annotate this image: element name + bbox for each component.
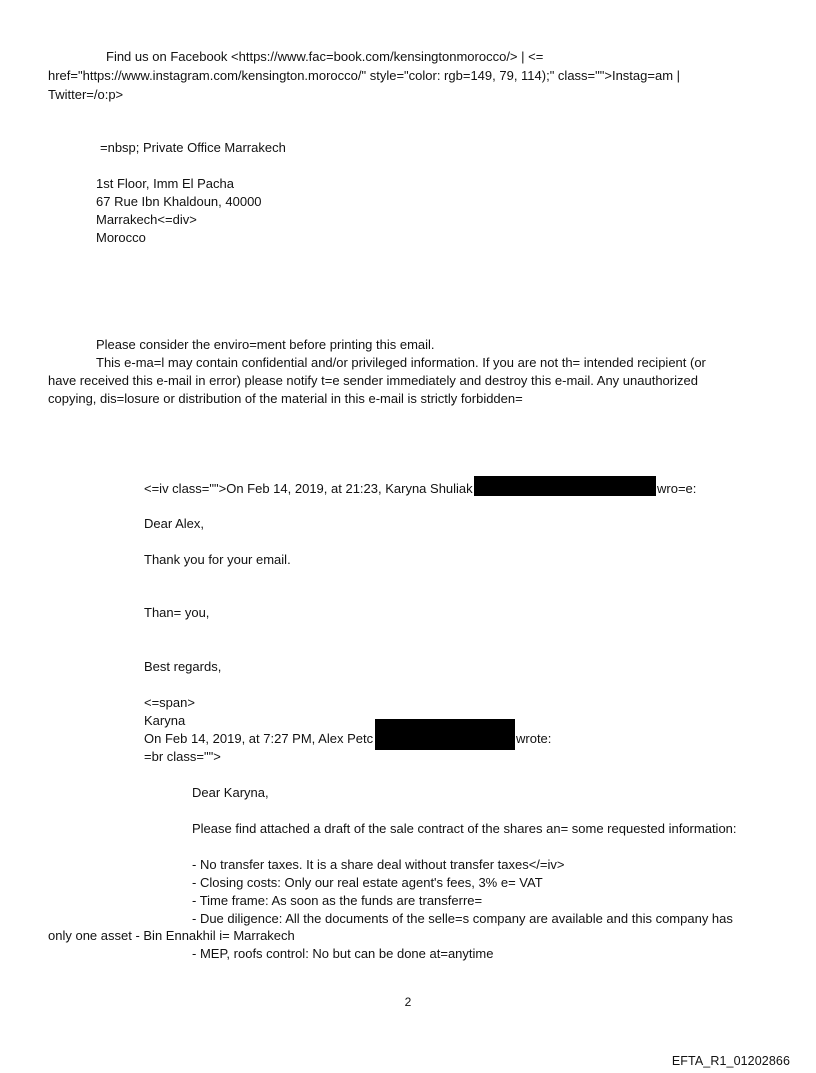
social-links-line-3: Twitter=/o:p> <box>48 87 124 102</box>
office-title: =nbsp; Private Office Marrakech <box>100 140 286 155</box>
bates-number: EFTA_R1_01202866 <box>671 1054 790 1068</box>
disclaimer-line-1: This e-ma=l may contain confidential and/or privileged information. If you are not th= intended recipient (or <box>96 355 706 370</box>
reply-closing: Best regards, <box>144 659 222 674</box>
disclaimer-line-3: copying, dis=losure or distribution of the material in this e-mail is strictly forbidden= <box>48 391 523 406</box>
social-links-line-1: Find us on Facebook <https://www.fac=book.com/kensingtonmorocco/> | <= <box>106 49 544 64</box>
reply-span-tag: <=span> <box>144 695 195 710</box>
quoted-bullet-1: - No transfer taxes. It is a share deal without transfer taxes</=iv> <box>192 857 565 872</box>
environment-note: Please consider the enviro=ment before printing this email. <box>96 337 435 352</box>
reply-header-suffix: wro=e: <box>657 481 697 496</box>
quoted-header-suffix: wrote: <box>516 731 552 746</box>
redaction-bar-email-2 <box>375 719 515 750</box>
redaction-bar-email-1 <box>474 476 656 496</box>
disclaimer-line-2: have received this e-mail in error) please notify t=e sender immediately and destroy this e-mail. Any unauthorized <box>48 373 698 388</box>
reply-thanks: Than= you, <box>144 605 210 620</box>
address-line-2: 67 Rue Ibn Khaldoun, 40000 <box>96 194 262 209</box>
quoted-br-tag: =br class=""> <box>144 749 221 764</box>
quoted-bullet-3: - Time frame: As soon as the funds are transferre= <box>192 893 483 908</box>
quoted-intro: Please find attached a draft of the sale contract of the shares an= some requested information: <box>192 821 737 836</box>
quoted-bullet-2: - Closing costs: Only our real estate agent's fees, 3% e= VAT <box>192 875 543 890</box>
quoted-bullet-4: - Due diligence: All the documents of the selle=s company are available and this company has <box>192 911 733 926</box>
address-line-3: Marrakech<=div> <box>96 212 197 227</box>
reply-body: Thank you for your email. <box>144 552 291 567</box>
address-line-1: 1st Floor, Imm El Pacha <box>96 176 234 191</box>
address-line-4: Morocco <box>96 230 146 245</box>
quoted-bullet-5: - MEP, roofs control: No but can be done at=anytime <box>192 946 494 961</box>
reply-header-prefix: <=iv class="">On Feb 14, 2019, at 21:23, Karyna Shuliak <box>144 481 473 496</box>
quoted-header-prefix: On Feb 14, 2019, at 7:27 PM, Alex Petc <box>144 731 374 746</box>
reply-greeting: Dear Alex, <box>144 516 204 531</box>
social-links-line-2: href="https://www.instagram.com/kensington.morocco/" style="color: rgb=149, 79, 114);" class="">Instag=am | <box>48 68 681 83</box>
reply-signature: Karyna <box>144 713 186 728</box>
quoted-greeting: Dear Karyna, <box>192 785 269 800</box>
page-number: 2 <box>404 995 412 1009</box>
quoted-bullet-4-continuation: only one asset - Bin Ennakhil i= Marrakech <box>48 928 295 943</box>
